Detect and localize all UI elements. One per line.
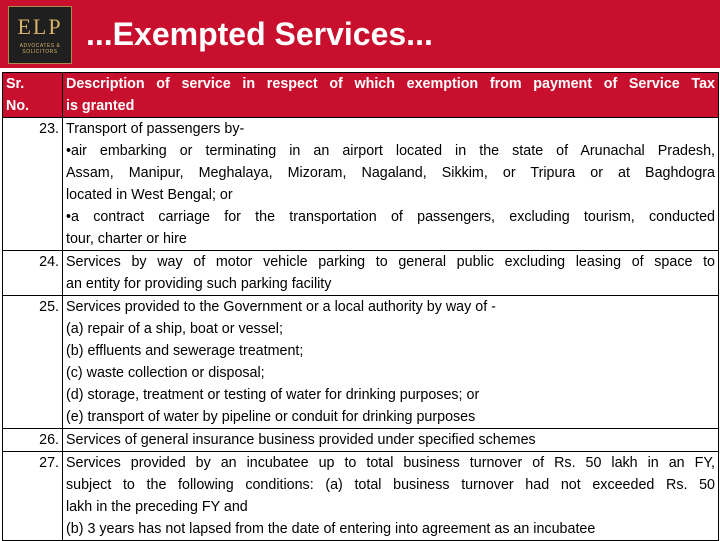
row-number: 27. xyxy=(3,452,63,541)
description-line: tour, charter or hire xyxy=(66,231,187,247)
table-header-row xyxy=(3,73,719,118)
description-line: (b) 3 years has not lapsed from the date of entering into agreement as an incubatee xyxy=(66,521,596,537)
column-header-sr-no xyxy=(3,73,63,118)
table-row xyxy=(3,452,719,541)
description-line: subject to the following conditions: (a) total business turnover had not exceeded Rs. 50 xyxy=(66,477,715,493)
description-line: (e) transport of water by pipeline or conduit for drinking purposes xyxy=(66,409,476,425)
row-number: 24. xyxy=(3,251,63,296)
column-header-sr-line1: Sr. xyxy=(6,76,25,92)
row-description xyxy=(63,429,719,452)
description-line: •air embarking or terminating in an airport located in the state of Arunachal Pradesh, xyxy=(66,143,715,159)
table-row xyxy=(3,429,719,452)
description-line: (c) waste collection or disposal; xyxy=(66,365,265,381)
row-number: 26. xyxy=(3,429,63,452)
row-description xyxy=(63,452,719,541)
description-line: •a contract carriage for the transportation of passengers, excluding tourism, conducted xyxy=(66,209,715,225)
column-header-description xyxy=(63,73,719,118)
description-line: located in West Bengal; or xyxy=(66,187,233,203)
row-description xyxy=(63,118,719,251)
title-bar xyxy=(0,0,720,68)
logo-text: ELP xyxy=(17,14,63,39)
elp-logo xyxy=(8,6,72,64)
description-line: Assam, Manipur, Meghalaya, Mizoram, Nagaland, Sikkim, or Tripura or at Baghdogra xyxy=(66,165,715,181)
table-row xyxy=(3,296,719,429)
page-title: ...Exempted Services... xyxy=(86,16,433,52)
row-number: 25. xyxy=(3,296,63,429)
logo-subtext: ADVOCATES & SOLICITORS xyxy=(19,43,61,55)
description-line: (b) effluents and sewerage treatment; xyxy=(66,343,304,359)
description-line: Services of general insurance business provided under specified schemes xyxy=(66,432,536,448)
row-number: 23. xyxy=(3,118,63,251)
column-header-desc-line2: is granted xyxy=(66,98,135,114)
exempted-services-table xyxy=(2,72,719,541)
description-line: (d) storage, treatment or testing of water for drinking purposes; or xyxy=(66,387,480,403)
description-line: Services provided to the Government or a local authority by way of - xyxy=(66,299,496,315)
table-row xyxy=(3,118,719,251)
row-description xyxy=(63,251,719,296)
column-header-sr-line2: No. xyxy=(6,98,30,114)
table-row xyxy=(3,251,719,296)
column-header-desc-line1: Description of service in respect of which exemption from payment of Service Tax xyxy=(66,76,715,92)
description-line: Services provided by an incubatee up to total business turnover of Rs. 50 lakh in an FY, xyxy=(66,455,715,471)
description-line: lakh in the preceding FY and xyxy=(66,499,248,515)
row-description xyxy=(63,296,719,429)
description-line: (a) repair of a ship, boat or vessel; xyxy=(66,321,283,337)
description-line: Services by way of motor vehicle parking to general public excluding leasing of space to xyxy=(66,254,715,270)
description-line: an entity for providing such parking facility xyxy=(66,276,332,292)
description-line: Transport of passengers by- xyxy=(66,121,245,137)
